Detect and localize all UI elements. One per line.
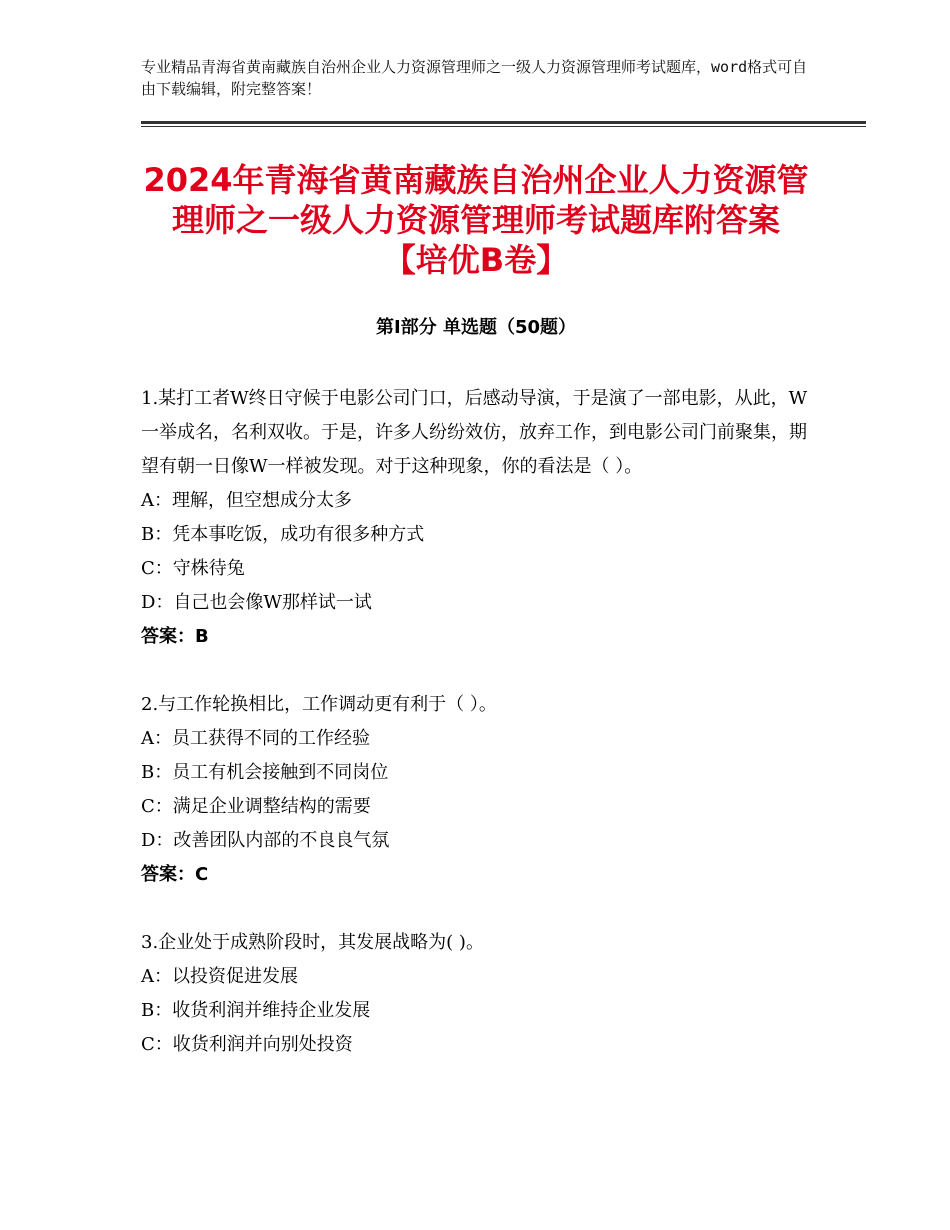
answer: 答案：B xyxy=(141,626,209,647)
header-note: 专业精品青海省黄南藏族自治州企业人力资源管理师之一级人力资源管理师考试题库，word格式可自由下载编辑，附完整答案！ xyxy=(141,58,808,98)
option-a: A：以投资促进发展 xyxy=(141,966,298,987)
answer: 答案：C xyxy=(141,864,209,885)
header-divider-thick xyxy=(141,121,866,124)
question-stem: 3.企业处于成熟阶段时，其发展战略为( )。 xyxy=(141,932,484,953)
question-list xyxy=(141,382,821,1096)
option-d: D：自己也会像W那样试一试 xyxy=(141,592,372,613)
header-divider-thin xyxy=(141,126,866,127)
question-3 xyxy=(141,926,821,1062)
option-c: C：满足企业调整结构的需要 xyxy=(141,796,371,817)
option-a: A：员工获得不同的工作经验 xyxy=(141,728,370,749)
question-stem: 2.与工作轮换相比，工作调动更有利于（ ）。 xyxy=(141,694,497,715)
question-1 xyxy=(141,382,821,654)
option-b: B：收货利润并维持企业发展 xyxy=(141,1000,371,1021)
option-d: D：改善团队内部的不良良气氛 xyxy=(141,830,390,851)
option-a: A：理解，但空想成分太多 xyxy=(141,490,352,511)
question-stem: 1.某打工者W终日守候于电影公司门口，后感动导演，于是演了一部电影，从此，W一举成名，名利双收。于是，许多人纷纷效仿，放弃工作，到电影公司门前聚集，期望有朝一日像W一样被发现。对于这种现象，你的看法是（ ）。 xyxy=(141,388,808,477)
option-c: C：收货利润并向别处投资 xyxy=(141,1034,353,1055)
document-title: 2024年青海省黄南藏族自治州企业人力资源管理师之一级人力资源管理师考试题库附答案【培优B卷】 xyxy=(143,161,809,279)
option-b: B：员工有机会接触到不同岗位 xyxy=(141,762,389,783)
option-c: C：守株待兔 xyxy=(141,558,245,579)
question-2 xyxy=(141,688,821,892)
option-b: B：凭本事吃饭，成功有很多种方式 xyxy=(141,524,425,545)
section-heading: 第Ⅰ部分 单选题（50题） xyxy=(375,317,576,338)
